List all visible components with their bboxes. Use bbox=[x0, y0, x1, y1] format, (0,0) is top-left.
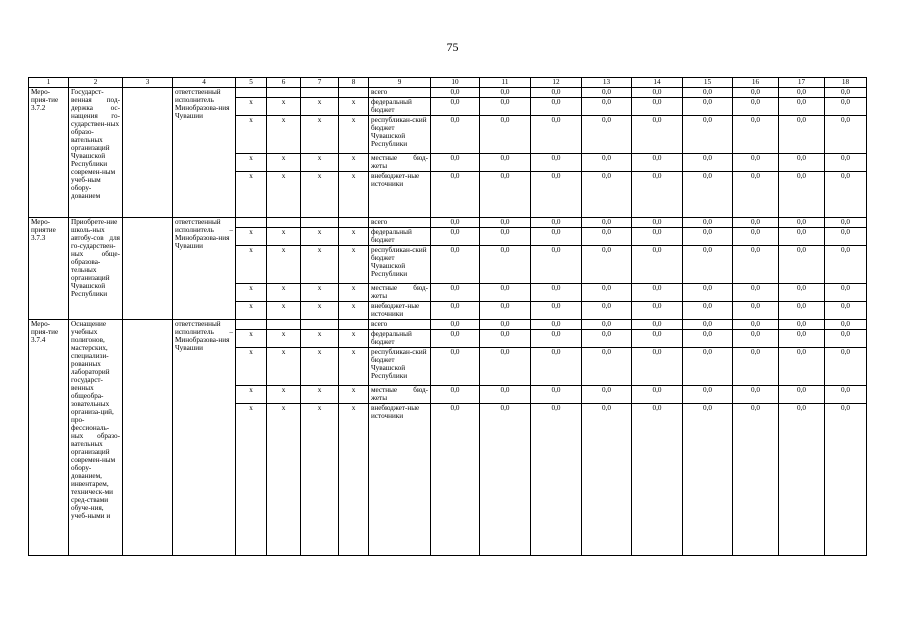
value-cell: 0,0 bbox=[779, 228, 825, 246]
x-mark-cell bbox=[267, 88, 301, 98]
value-cell: 0,0 bbox=[480, 330, 531, 348]
value-cell: 0,0 bbox=[431, 228, 480, 246]
value-cell: 0,0 bbox=[683, 218, 733, 228]
value-cell: 0,0 bbox=[531, 154, 582, 172]
value-cell: 0,0 bbox=[779, 320, 825, 330]
value-cell: 0,0 bbox=[683, 228, 733, 246]
value-cell: 0,0 bbox=[733, 172, 779, 218]
page-number: 75 bbox=[446, 40, 459, 54]
x-mark-cell: x bbox=[267, 330, 301, 348]
value-cell: 0,0 bbox=[582, 404, 632, 556]
value-cell: 0,0 bbox=[480, 348, 531, 386]
value-cell: 0,0 bbox=[480, 116, 531, 154]
x-mark-cell bbox=[339, 320, 369, 330]
x-mark-cell: x bbox=[339, 284, 369, 302]
table-row bbox=[29, 88, 867, 98]
x-mark-cell bbox=[236, 88, 267, 98]
x-mark-cell bbox=[267, 320, 301, 330]
value-cell: 0,0 bbox=[582, 386, 632, 404]
x-mark-cell: x bbox=[339, 404, 369, 556]
value-cell: 0,0 bbox=[582, 246, 632, 284]
value-cell: 0,0 bbox=[779, 154, 825, 172]
value-cell: 0,0 bbox=[733, 228, 779, 246]
column-number-header: 8 bbox=[339, 78, 369, 88]
x-mark-cell bbox=[301, 218, 339, 228]
x-mark-cell: x bbox=[267, 246, 301, 284]
value-cell: 0,0 bbox=[825, 218, 867, 228]
value-cell: 0,0 bbox=[779, 88, 825, 98]
event-name-cell: Оснащение учебных полигонов, мастерских, специализи-рованных лабораторий государст-венных общеобра-зовательных организа-ций, про-фессиональ-ных образо-вательных организаций современ-ным обору-дованием, инвентарем, техническ-ми сред-ствами обуче-ния, учеб-ными и bbox=[69, 320, 123, 556]
value-cell: 0,0 bbox=[531, 246, 582, 284]
value-cell: 0,0 bbox=[480, 218, 531, 228]
value-cell: 0,0 bbox=[683, 172, 733, 218]
value-cell: 0,0 bbox=[431, 172, 480, 218]
value-cell: 0,0 bbox=[431, 386, 480, 404]
value-cell: 0,0 bbox=[683, 320, 733, 330]
x-mark-cell: x bbox=[267, 404, 301, 556]
x-mark-cell bbox=[339, 88, 369, 98]
value-cell: 0,0 bbox=[733, 284, 779, 302]
x-mark-cell: x bbox=[339, 348, 369, 386]
value-cell: 0,0 bbox=[582, 172, 632, 218]
funding-source-cell: внебюджет-ные источники bbox=[369, 302, 431, 320]
x-mark-cell: x bbox=[236, 154, 267, 172]
column-number-row bbox=[29, 78, 867, 88]
event-name-cell: Приобрете-ние школь-ных автобу-сов для го-сударствен-ных обще-образова-тельных организаций Чувашской Республики bbox=[69, 218, 123, 320]
value-cell: 0,0 bbox=[825, 284, 867, 302]
funding-source-cell: местные бюд-жеты bbox=[369, 386, 431, 404]
empty-cell bbox=[123, 88, 173, 218]
value-cell: 0,0 bbox=[825, 154, 867, 172]
x-mark-cell: x bbox=[339, 116, 369, 154]
value-cell: 0,0 bbox=[431, 98, 480, 116]
x-mark-cell: x bbox=[267, 228, 301, 246]
value-cell: 0,0 bbox=[632, 320, 683, 330]
x-mark-cell: x bbox=[267, 154, 301, 172]
value-cell: 0,0 bbox=[431, 330, 480, 348]
x-mark-cell: x bbox=[301, 404, 339, 556]
value-cell: 0,0 bbox=[531, 88, 582, 98]
value-cell: 0,0 bbox=[431, 88, 480, 98]
value-cell: 0,0 bbox=[825, 228, 867, 246]
value-cell: 0,0 bbox=[582, 116, 632, 154]
x-mark-cell: x bbox=[339, 386, 369, 404]
column-number-header: 14 bbox=[632, 78, 683, 88]
x-mark-cell: x bbox=[236, 98, 267, 116]
x-mark-cell: x bbox=[301, 330, 339, 348]
value-cell: 0,0 bbox=[632, 172, 683, 218]
value-cell: 0,0 bbox=[825, 348, 867, 386]
value-cell: 0,0 bbox=[683, 386, 733, 404]
value-cell: 0,0 bbox=[683, 284, 733, 302]
x-mark-cell bbox=[301, 320, 339, 330]
value-cell: 0,0 bbox=[582, 284, 632, 302]
column-number-header: 13 bbox=[582, 78, 632, 88]
x-mark-cell: x bbox=[236, 172, 267, 218]
value-cell: 0,0 bbox=[733, 218, 779, 228]
value-cell: 0,0 bbox=[531, 98, 582, 116]
value-cell: 0,0 bbox=[683, 88, 733, 98]
value-cell: 0,0 bbox=[825, 172, 867, 218]
value-cell: 0,0 bbox=[779, 348, 825, 386]
event-name-cell: Государст-венная под-держка ос-нащения го-сударствен-ных образо-вательных организаций Чувашской Республики современ-ным учеб-ным обору-дованием bbox=[69, 88, 123, 218]
executor-cell: ответственный исполнитель Минобразова-ния Чувашии bbox=[173, 88, 236, 218]
x-mark-cell: x bbox=[301, 246, 339, 284]
value-cell: 0,0 bbox=[480, 320, 531, 330]
value-cell: 0,0 bbox=[531, 386, 582, 404]
executor-cell: ответственный исполнитель – Минобразова-ния Чувашии bbox=[173, 218, 236, 320]
value-cell: 0,0 bbox=[683, 116, 733, 154]
column-number-header: 1 bbox=[29, 78, 69, 88]
value-cell: 0,0 bbox=[683, 404, 733, 556]
value-cell: 0,0 bbox=[531, 404, 582, 556]
value-cell: 0,0 bbox=[480, 284, 531, 302]
value-cell: 0,0 bbox=[632, 284, 683, 302]
funding-source-cell: внебюджет-ные источники bbox=[369, 404, 431, 556]
value-cell: 0,0 bbox=[431, 348, 480, 386]
column-number-header: 4 bbox=[173, 78, 236, 88]
value-cell: 0,0 bbox=[531, 284, 582, 302]
x-mark-cell: x bbox=[267, 386, 301, 404]
value-cell: 0,0 bbox=[733, 88, 779, 98]
column-number-header: 12 bbox=[531, 78, 582, 88]
value-cell: 0,0 bbox=[683, 302, 733, 320]
x-mark-cell: x bbox=[267, 98, 301, 116]
x-mark-cell: x bbox=[339, 330, 369, 348]
value-cell: 0,0 bbox=[480, 98, 531, 116]
value-cell: 0,0 bbox=[632, 88, 683, 98]
value-cell: 0,0 bbox=[683, 348, 733, 386]
event-cell: Меро-прия-тие 3.7.2 bbox=[29, 88, 69, 218]
value-cell: 0,0 bbox=[632, 302, 683, 320]
value-cell: 0,0 bbox=[582, 88, 632, 98]
column-number-header: 16 bbox=[733, 78, 779, 88]
x-mark-cell: x bbox=[339, 172, 369, 218]
x-mark-cell bbox=[267, 218, 301, 228]
funding-source-cell: республикан-ский бюджет Чувашской Республики bbox=[369, 116, 431, 154]
x-mark-cell: x bbox=[236, 228, 267, 246]
value-cell: 0,0 bbox=[779, 116, 825, 154]
value-cell: 0,0 bbox=[683, 330, 733, 348]
value-cell: 0,0 bbox=[431, 116, 480, 154]
value-cell: 0,0 bbox=[733, 320, 779, 330]
x-mark-cell: x bbox=[301, 228, 339, 246]
x-mark-cell: x bbox=[236, 348, 267, 386]
value-cell: 0,0 bbox=[779, 284, 825, 302]
column-number-header: 18 bbox=[825, 78, 867, 88]
x-mark-cell: x bbox=[301, 386, 339, 404]
funding-source-cell: федеральный бюджет bbox=[369, 330, 431, 348]
value-cell: 0,0 bbox=[825, 404, 867, 556]
funding-source-cell: всего bbox=[369, 320, 431, 330]
funding-source-cell: всего bbox=[369, 88, 431, 98]
value-cell: 0,0 bbox=[582, 98, 632, 116]
x-mark-cell: x bbox=[267, 116, 301, 154]
x-mark-cell: x bbox=[236, 284, 267, 302]
value-cell: 0,0 bbox=[779, 172, 825, 218]
value-cell: 0,0 bbox=[825, 302, 867, 320]
x-mark-cell: x bbox=[236, 404, 267, 556]
column-number-header: 7 bbox=[301, 78, 339, 88]
x-mark-cell: x bbox=[267, 284, 301, 302]
x-mark-cell: x bbox=[301, 116, 339, 154]
value-cell: 0,0 bbox=[632, 404, 683, 556]
value-cell: 0,0 bbox=[733, 116, 779, 154]
x-mark-cell: x bbox=[301, 348, 339, 386]
x-mark-cell bbox=[339, 218, 369, 228]
value-cell: 0,0 bbox=[683, 154, 733, 172]
value-cell: 0,0 bbox=[733, 386, 779, 404]
value-cell: 0,0 bbox=[582, 348, 632, 386]
value-cell: 0,0 bbox=[733, 98, 779, 116]
x-mark-cell: x bbox=[236, 330, 267, 348]
value-cell: 0,0 bbox=[825, 88, 867, 98]
value-cell: 0,0 bbox=[632, 116, 683, 154]
value-cell: 0,0 bbox=[683, 246, 733, 284]
funding-source-cell: внебюджет-ные источники bbox=[369, 172, 431, 218]
column-number-header: 17 bbox=[779, 78, 825, 88]
x-mark-cell: x bbox=[339, 98, 369, 116]
value-cell: 0,0 bbox=[582, 154, 632, 172]
value-cell: 0,0 bbox=[825, 330, 867, 348]
value-cell: 0,0 bbox=[632, 386, 683, 404]
funding-source-cell: республикан-ский бюджет Чувашской Республики bbox=[369, 348, 431, 386]
value-cell: 0,0 bbox=[632, 330, 683, 348]
value-cell: 0,0 bbox=[431, 302, 480, 320]
x-mark-cell: x bbox=[301, 284, 339, 302]
empty-cell bbox=[123, 320, 173, 556]
value-cell: 0,0 bbox=[531, 330, 582, 348]
x-mark-cell: x bbox=[267, 302, 301, 320]
funding-source-cell: федеральный бюджет bbox=[369, 98, 431, 116]
column-number-header: 3 bbox=[123, 78, 173, 88]
value-cell: 0,0 bbox=[582, 218, 632, 228]
value-cell: 0,0 bbox=[632, 228, 683, 246]
value-cell: 0,0 bbox=[733, 348, 779, 386]
value-cell: 0,0 bbox=[431, 246, 480, 284]
column-number-header: 15 bbox=[683, 78, 733, 88]
value-cell: 0,0 bbox=[825, 386, 867, 404]
value-cell: 0,0 bbox=[825, 320, 867, 330]
x-mark-cell bbox=[236, 320, 267, 330]
value-cell: 0,0 bbox=[582, 228, 632, 246]
budget-table bbox=[28, 77, 867, 556]
x-mark-cell bbox=[301, 88, 339, 98]
x-mark-cell: x bbox=[301, 98, 339, 116]
value-cell: 0,0 bbox=[779, 330, 825, 348]
event-cell: Меро-приятие 3.7.3 bbox=[29, 218, 69, 320]
value-cell: 0,0 bbox=[531, 320, 582, 330]
value-cell: 0,0 bbox=[683, 98, 733, 116]
x-mark-cell: x bbox=[339, 154, 369, 172]
value-cell: 0,0 bbox=[531, 116, 582, 154]
value-cell: 0,0 bbox=[431, 320, 480, 330]
x-mark-cell: x bbox=[301, 302, 339, 320]
value-cell: 0,0 bbox=[480, 228, 531, 246]
value-cell: 0,0 bbox=[779, 246, 825, 284]
x-mark-cell: x bbox=[236, 246, 267, 284]
value-cell: 0,0 bbox=[779, 386, 825, 404]
value-cell: 0,0 bbox=[531, 172, 582, 218]
value-cell: 0,0 bbox=[733, 404, 779, 556]
column-number-header: 11 bbox=[480, 78, 531, 88]
value-cell: 0,0 bbox=[733, 302, 779, 320]
column-number-header: 2 bbox=[69, 78, 123, 88]
value-cell: 0,0 bbox=[431, 404, 480, 556]
table-row bbox=[29, 320, 867, 330]
value-cell: 0,0 bbox=[582, 320, 632, 330]
executor-cell: ответственный исполнитель – Минобразова-ния Чувашии bbox=[173, 320, 236, 556]
value-cell: 0,0 bbox=[632, 154, 683, 172]
value-cell: 0,0 bbox=[531, 302, 582, 320]
value-cell: 0,0 bbox=[480, 404, 531, 556]
value-cell: 0,0 bbox=[480, 246, 531, 284]
table-row bbox=[29, 218, 867, 228]
x-mark-cell: x bbox=[339, 246, 369, 284]
column-number-header: 10 bbox=[431, 78, 480, 88]
value-cell: 0,0 bbox=[632, 246, 683, 284]
x-mark-cell: x bbox=[301, 154, 339, 172]
x-mark-cell: x bbox=[339, 302, 369, 320]
value-cell: 0,0 bbox=[779, 98, 825, 116]
funding-source-cell: местные бюд-жеты bbox=[369, 154, 431, 172]
value-cell: 0,0 bbox=[825, 116, 867, 154]
value-cell: 0,0 bbox=[825, 246, 867, 284]
value-cell: 0,0 bbox=[582, 302, 632, 320]
empty-cell bbox=[123, 218, 173, 320]
x-mark-cell bbox=[236, 218, 267, 228]
value-cell: 0,0 bbox=[480, 172, 531, 218]
value-cell: 0,0 bbox=[480, 154, 531, 172]
value-cell: 0,0 bbox=[779, 302, 825, 320]
value-cell: 0,0 bbox=[531, 348, 582, 386]
value-cell: 0,0 bbox=[632, 348, 683, 386]
value-cell: 0,0 bbox=[779, 404, 825, 556]
value-cell: 0,0 bbox=[733, 154, 779, 172]
value-cell: 0,0 bbox=[582, 330, 632, 348]
value-cell: 0,0 bbox=[431, 218, 480, 228]
x-mark-cell: x bbox=[339, 228, 369, 246]
value-cell: 0,0 bbox=[779, 218, 825, 228]
x-mark-cell: x bbox=[236, 386, 267, 404]
value-cell: 0,0 bbox=[531, 218, 582, 228]
value-cell: 0,0 bbox=[825, 98, 867, 116]
value-cell: 0,0 bbox=[733, 330, 779, 348]
x-mark-cell: x bbox=[236, 116, 267, 154]
column-number-header: 6 bbox=[267, 78, 301, 88]
column-number-header: 9 bbox=[369, 78, 431, 88]
funding-source-cell: федеральный бюджет bbox=[369, 228, 431, 246]
value-cell: 0,0 bbox=[431, 284, 480, 302]
event-cell: Меро-прия-тие 3.7.4 bbox=[29, 320, 69, 556]
column-number-header: 5 bbox=[236, 78, 267, 88]
funding-source-cell: местные бюд-жеты bbox=[369, 284, 431, 302]
value-cell: 0,0 bbox=[733, 246, 779, 284]
value-cell: 0,0 bbox=[632, 98, 683, 116]
x-mark-cell: x bbox=[301, 172, 339, 218]
x-mark-cell: x bbox=[267, 348, 301, 386]
value-cell: 0,0 bbox=[480, 302, 531, 320]
funding-source-cell: всего bbox=[369, 218, 431, 228]
x-mark-cell: x bbox=[267, 172, 301, 218]
x-mark-cell: x bbox=[236, 302, 267, 320]
value-cell: 0,0 bbox=[480, 88, 531, 98]
value-cell: 0,0 bbox=[632, 218, 683, 228]
value-cell: 0,0 bbox=[531, 228, 582, 246]
funding-source-cell: республикан-ский бюджет Чувашской Республики bbox=[369, 246, 431, 284]
value-cell: 0,0 bbox=[480, 386, 531, 404]
value-cell: 0,0 bbox=[431, 154, 480, 172]
